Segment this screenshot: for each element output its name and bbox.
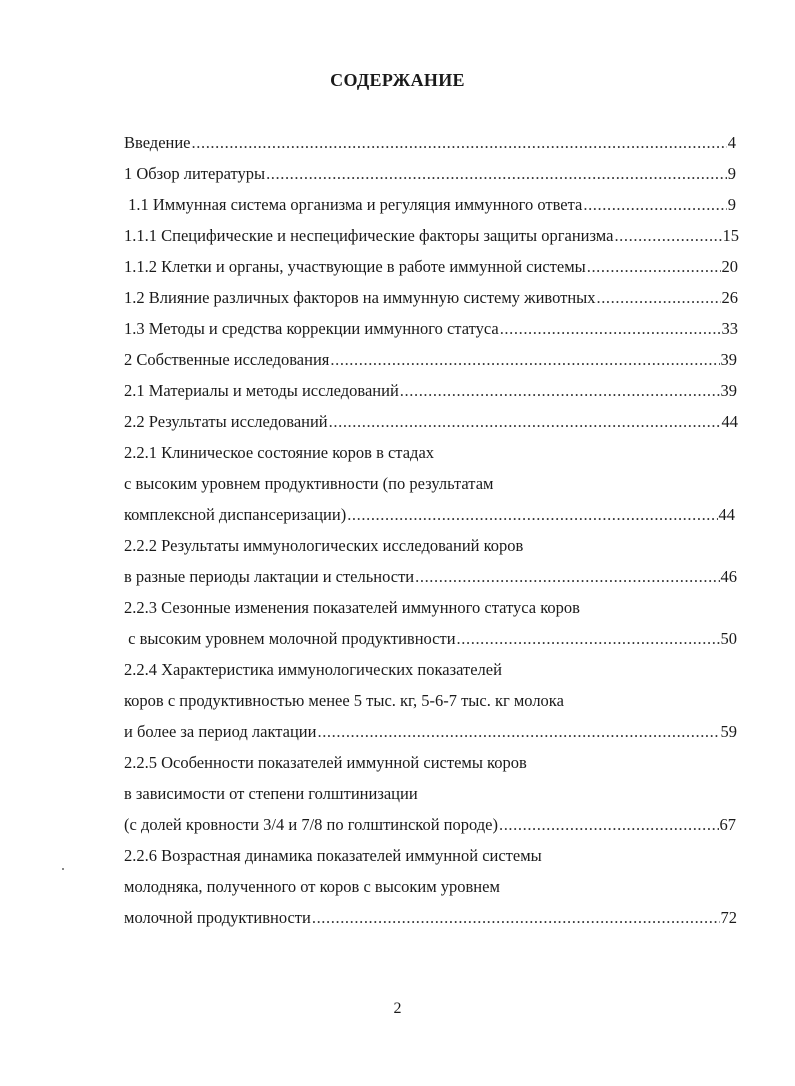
dot-leader (587, 255, 721, 279)
toc-page: 39 (720, 381, 737, 400)
toc-page: 9 (727, 195, 736, 214)
dot-leader (347, 503, 717, 527)
toc-page: 9 (727, 164, 736, 183)
toc-entry: 1.1.2 Клетки и органы, участвующие в работе иммунной системы ..... 20 (124, 255, 738, 279)
toc-entry: 1.1 Иммунная система организма и регуляция иммунного ответа ..... 9 (124, 193, 736, 217)
toc-entry-line: в зависимости от степени голштинизации (124, 784, 418, 803)
dot-leader (266, 162, 727, 186)
toc-page: 59 (720, 722, 737, 741)
dot-leader (192, 131, 727, 155)
toc-entry: 1 Обзор литературы ..... 9 (124, 162, 736, 186)
toc-page: 39 (720, 350, 737, 369)
toc-entry: в разные периоды лактации и стельности ..... 46 (124, 565, 737, 589)
toc-entry: 1.1.1 Специфические и неспецифические факторы защиты организма ..... 15 (124, 224, 739, 248)
toc-page: 46 (720, 567, 737, 586)
dot-leader (500, 317, 721, 341)
toc-entry: 1.3 Методы и средства коррекции иммунного статуса ..... 33 (124, 317, 738, 341)
toc-entry-line: 2.2.4 Характеристика иммунологических показателей (124, 660, 502, 679)
toc-page: 4 (727, 133, 736, 152)
toc-entry-line: коров с продуктивностью менее 5 тыс. кг, 5-6-7 тыс. кг молока (124, 691, 564, 710)
toc-entry: 2.2 Результаты исследований ..... 44 (124, 410, 738, 434)
dot-leader (415, 565, 719, 589)
scan-speck (62, 868, 64, 870)
toc-entry-line: 2.2.6 Возрастная динамика показателей иммунной системы (124, 846, 542, 865)
dot-leader (457, 627, 720, 651)
toc-entry-line: 2.2.2 Результаты иммунологических исследований коров (124, 536, 524, 555)
dot-leader (596, 286, 720, 310)
toc-entry: Введение ..... 4 (124, 131, 736, 155)
toc-entry: с высоким уровнем молочной продуктивности ..... 50 (124, 627, 737, 651)
toc-entry-line: с высоким уровнем продуктивности (по результатам (124, 474, 494, 493)
page-number: 2 (393, 1000, 402, 1017)
dot-leader (317, 720, 719, 744)
toc-entry-line: 2.2.3 Сезонные изменения показателей иммунного статуса коров (124, 598, 580, 617)
toc-page: 33 (721, 319, 738, 338)
toc-entry: 1.2 Влияние различных факторов на иммунную систему животных ..... 26 (124, 286, 738, 310)
toc-entry: 2 Собственные исследования ..... 39 (124, 348, 737, 372)
dot-leader (400, 379, 720, 403)
toc-entry: и более за период лактации ..... 59 (124, 720, 737, 744)
toc-entry: (с долей кровности 3/4 и 7/8 по голштинской породе) ..... 67 (124, 813, 736, 837)
toc-page: 67 (719, 815, 736, 834)
page-title: СОДЕРЖАНИЕ (330, 70, 465, 90)
toc-entry: 2.1 Материалы и методы исследований ..... 39 (124, 379, 737, 403)
toc-entry-line: 2.2.1 Клиническое состояние коров в стадах (124, 443, 435, 462)
dot-leader (614, 224, 721, 248)
dot-leader (330, 348, 719, 372)
toc-entry-line: молодняка, полученного от коров с высоким уровнем (124, 877, 500, 896)
toc-entry-line: 2.2.5 Особенности показателей иммунной системы коров (124, 753, 527, 772)
toc-page: 20 (721, 257, 738, 276)
toc-page: 44 (721, 412, 738, 431)
toc-page: 72 (720, 908, 737, 927)
toc-entry: комплексной диспансеризации) ..... 44 (124, 503, 735, 527)
toc-page: 15 (722, 226, 739, 245)
dot-leader (329, 410, 721, 434)
dot-leader (499, 813, 719, 837)
toc-page: 50 (720, 629, 737, 648)
toc-entry: молочной продуктивности ..... 72 (124, 906, 737, 930)
toc-page: 26 (721, 288, 738, 307)
dot-leader (583, 193, 726, 217)
toc-page: 44 (718, 505, 735, 524)
dot-leader (312, 906, 720, 930)
